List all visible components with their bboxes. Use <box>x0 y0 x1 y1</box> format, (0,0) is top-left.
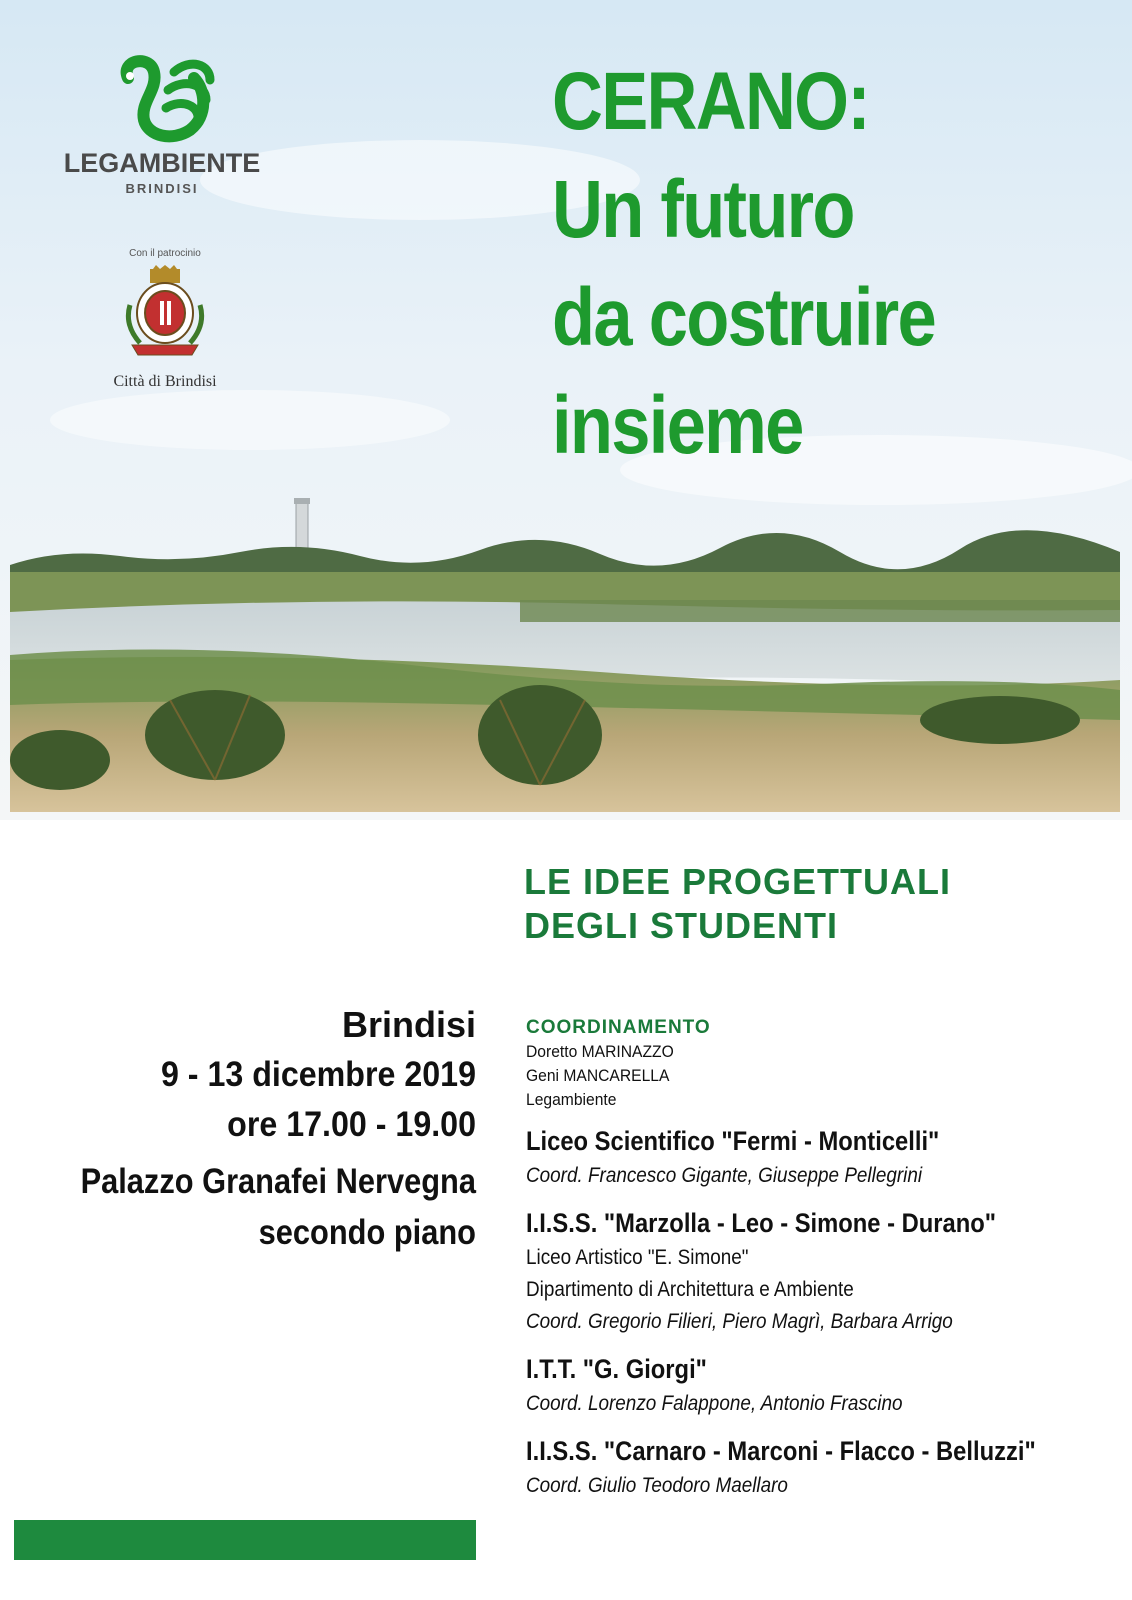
legambiente-wordmark: LEGAMBIENTE <box>63 148 261 178</box>
event-floor: secondo piano <box>258 1213 476 1252</box>
footer-green-bar <box>14 1520 476 1560</box>
school-name: I.I.S.S. "Marzolla - Leo - Simone - Durano" <box>526 1208 997 1238</box>
subtitle-line-1: LE IDEE PROGETTUALI <box>524 861 952 902</box>
event-hours: ore 17.00 - 19.00 <box>227 1105 476 1144</box>
title-line-1: CERANO: <box>552 56 870 147</box>
municipality-name: Città di Brindisi <box>113 373 217 390</box>
patronage-label: Con il patrocinio <box>129 248 201 259</box>
coordinator-2: Geni MANCARELLA <box>526 1066 670 1085</box>
title-line-3: da costruire <box>552 272 936 363</box>
program-details <box>526 1016 1126 1502</box>
school-name: I.I.S.S. "Carnaro - Marconi - Flacco - Belluzzi" <box>526 1436 1036 1466</box>
school-name: Liceo Scientifico "Fermi - Monticelli" <box>526 1126 940 1156</box>
school-coordinators: Coord. Lorenzo Falappone, Antonio Frascino <box>526 1392 903 1415</box>
school-sub-institute: Liceo Artistico "E. Simone" <box>526 1246 749 1269</box>
school-coordinators: Coord. Gregorio Filieri, Piero Magrì, Barbara Arrigo <box>526 1310 953 1333</box>
subtitle-line-2: DEGLI STUDENTI <box>524 905 839 946</box>
coordinator-1: Doretto MARINAZZO <box>526 1042 674 1061</box>
school-department: Dipartimento di Architettura e Ambiente <box>526 1278 854 1301</box>
school-coordinators: Coord. Francesco Gigante, Giuseppe Pellegrini <box>526 1164 923 1187</box>
poster-title <box>552 48 1082 480</box>
city-crest-icon <box>120 265 210 365</box>
section-subtitle <box>524 860 1104 948</box>
event-venue: Palazzo Granafei Nervegna <box>80 1162 476 1201</box>
event-city: Brindisi <box>341 1004 476 1045</box>
event-info <box>14 1000 476 1258</box>
school-coordinators: Coord. Giulio Teodoro Maellaro <box>526 1474 788 1497</box>
legambiente-city: BRINDISI <box>125 181 199 196</box>
legambiente-swan-logo <box>110 50 220 150</box>
title-line-2: Un futuro <box>552 164 854 255</box>
title-line-4: insieme <box>552 380 803 471</box>
event-dates: 9 - 13 dicembre 2019 <box>160 1055 476 1094</box>
coordinator-3: Legambiente <box>526 1090 617 1109</box>
school-name: I.T.T. "G. Giorgi" <box>526 1354 707 1384</box>
coordination-title: COORDINAMENTO <box>526 1017 711 1038</box>
